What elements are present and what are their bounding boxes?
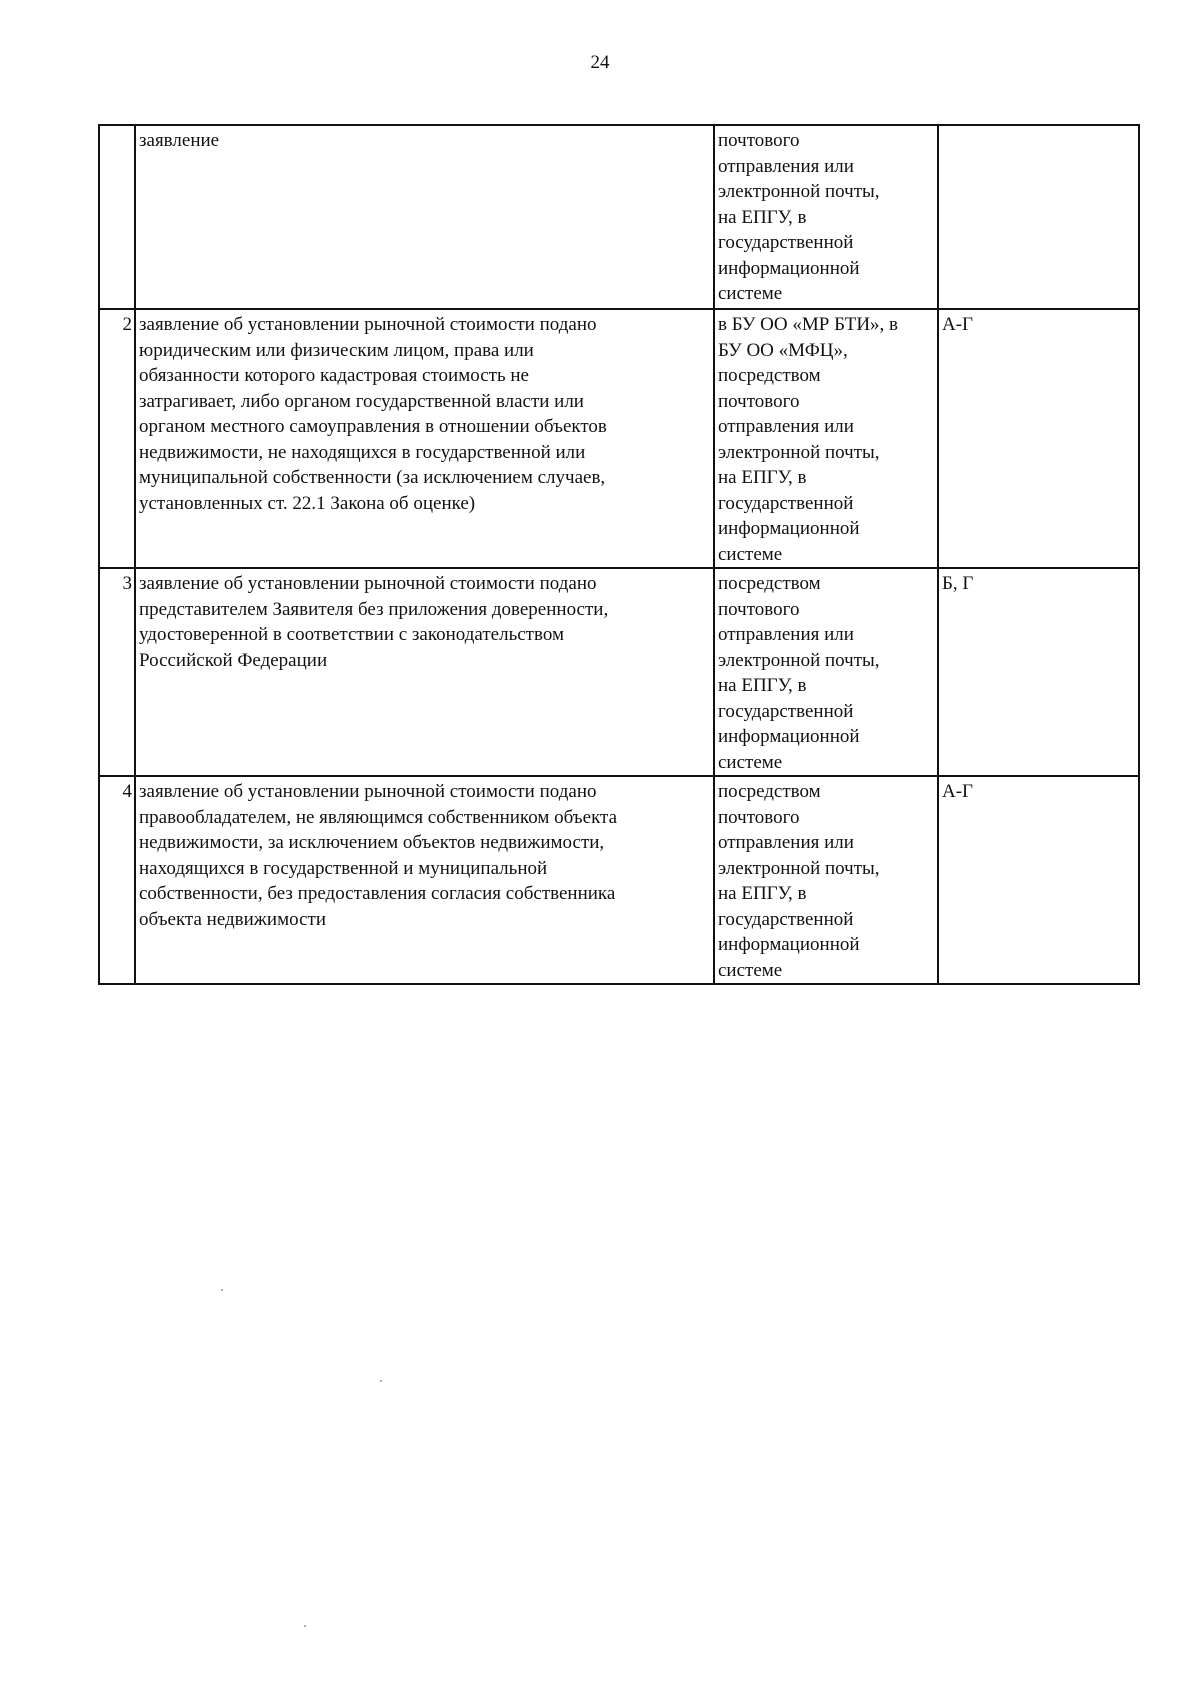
document-table [98, 124, 1140, 985]
row-description: заявление об установлении рыночной стоимости подано представителем Заявителя без приложения доверенности, удостоверенной в соответствии с законодательством Российской Федерации [135, 568, 714, 776]
row-description: заявление [135, 125, 714, 309]
table-row [99, 125, 1139, 309]
scan-speck [304, 1625, 306, 1627]
table-row [99, 568, 1139, 776]
row-codes: А-Г [938, 309, 1139, 568]
row-codes [938, 125, 1139, 309]
row-submission-method: в БУ ОО «МР БТИ», в БУ ОО «МФЦ», посредством почтового отправления или электронной почты, на ЕПГУ, в государственной информационной системе [714, 309, 938, 568]
scan-speck [380, 1380, 382, 1382]
row-number [99, 125, 135, 309]
row-codes: А-Г [938, 776, 1139, 984]
page-number: 24 [590, 52, 610, 73]
row-description: заявление об установлении рыночной стоимости подано юридическим или физическим лицом, права или обязанности которого кадастровая стоимость не затрагивает, либо органом государственной власти или органом местного самоуправления в отношении объектов недвижимости, не находящихся в государственной или муниципальной собственности (за исключением случаев, установленных ст. 22.1 Закона об оценке) [135, 309, 714, 568]
row-submission-method: посредством почтового отправления или электронной почты, на ЕПГУ, в государственной информационной системе [714, 776, 938, 984]
scan-speck [221, 1289, 223, 1291]
row-submission-method: почтового отправления или электронной почты, на ЕПГУ, в государственной информационной системе [714, 125, 938, 309]
row-number: 3 [99, 568, 135, 776]
row-description: заявление об установлении рыночной стоимости подано правообладателем, не являющимся собственником объекта недвижимости, за исключением объектов недвижимости, находящихся в государственной и муниципальной собственности, без предоставления согласия собственника объекта недвижимости [135, 776, 714, 984]
table-row [99, 776, 1139, 984]
row-submission-method: посредством почтового отправления или электронной почты, на ЕПГУ, в государственной информационной системе [714, 568, 938, 776]
row-number: 2 [99, 309, 135, 568]
row-codes: Б, Г [938, 568, 1139, 776]
table-row [99, 309, 1139, 568]
row-number: 4 [99, 776, 135, 984]
